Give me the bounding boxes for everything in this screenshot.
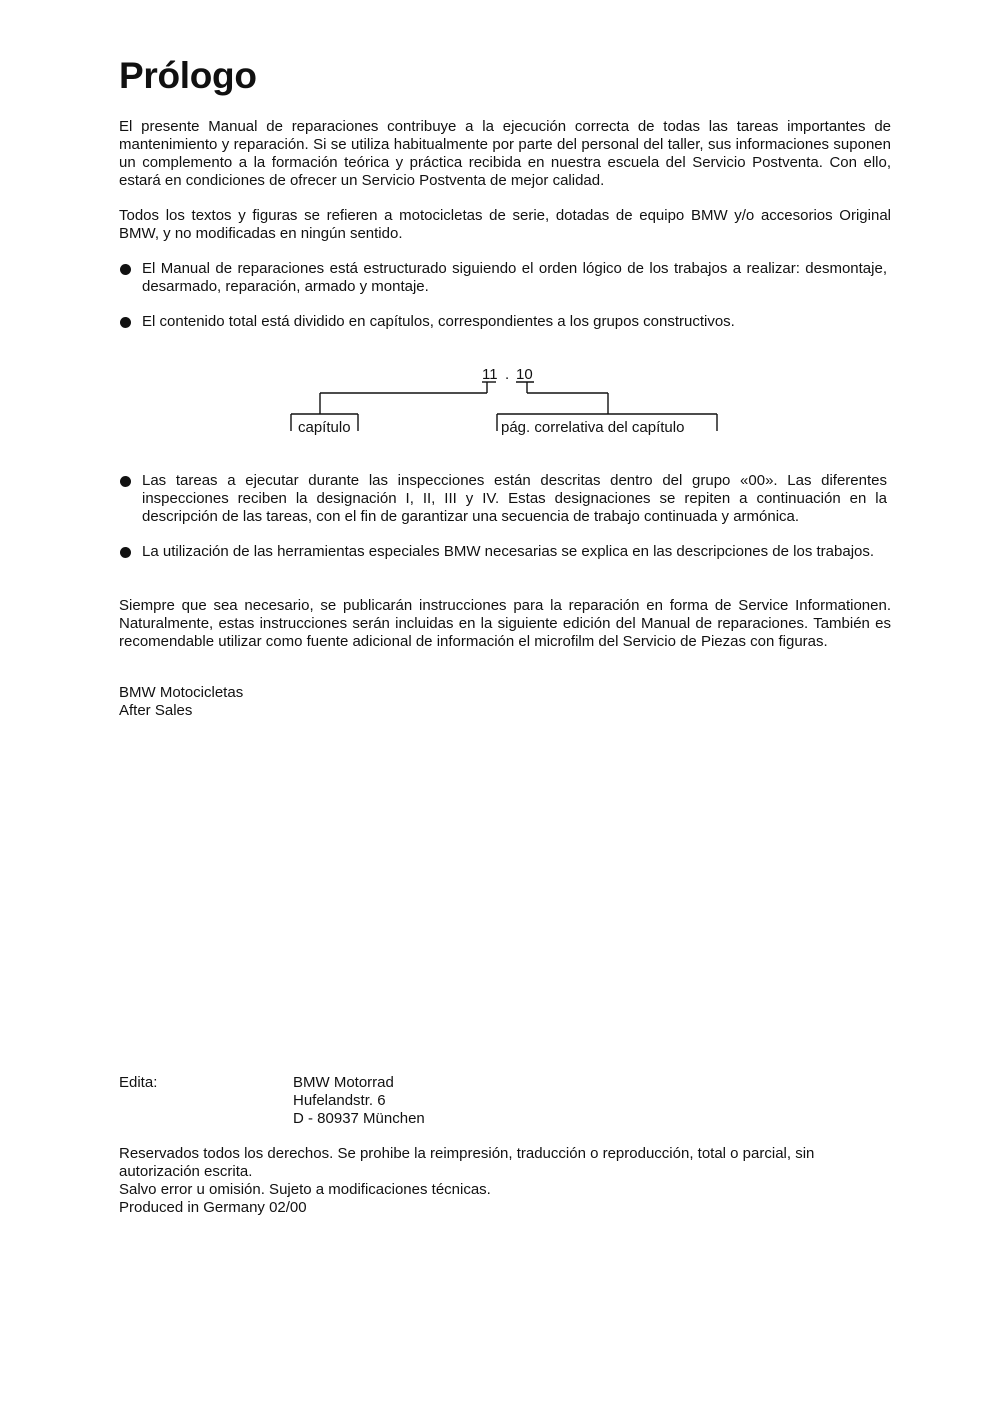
legal-footer <box>119 1145 891 1217</box>
intro-paragraph-1: El presente Manual de reparaciones contribuye a la ejecución correcta de todas las tareas importantes de mantenimiento y reparación. Si se utiliza habitualmente por parte del personal del taller, sus informaciones suponen un complemento a la formación teórica y práctica recibida en nuestra escuela del Servicio Postventa. Con ello, estará en condiciones de ofrecer un Servicio Postventa de mejor calidad. <box>119 118 891 189</box>
number-separator: . <box>505 366 510 383</box>
production-notice: Produced in Germany 02/00 <box>119 1199 307 1216</box>
signature-block <box>119 684 243 720</box>
intro-paragraph-2: Todos los textos y figuras se refieren a motocicletas de serie, dotadas de equipo BMW y/o accesorios Original BMW, y no modificadas en ningún sentido. <box>119 207 891 242</box>
publisher-city: D - 80937 München <box>293 1110 425 1127</box>
bullet-text: El contenido total está dividido en capítulos, correspondientes a los grupos constructivos. <box>142 313 735 330</box>
bullet-text: Las tareas a ejecutar durante las inspecciones están descritas dentro del grupo «00». Las diferentes inspecciones reciben la designación I, II, III y IV. Estas designaciones se repiten a continuación en la descripción de las tareas, con el fin de garantizar una secuencia de trabajo continuada y armónica. <box>142 472 887 525</box>
chapter-number: 11 <box>482 366 498 383</box>
bullet-icon <box>120 264 131 275</box>
publisher-label: Edita: <box>119 1074 158 1091</box>
rights-notice: Reservados todos los derechos. Se prohibe la reimpresión, traducción o reproducción, total o parcial, sin autorización escrita. <box>119 1145 815 1180</box>
page-number: 10 <box>516 366 533 383</box>
bullet-text: El Manual de reparaciones está estructurado siguiendo el orden lógico de los trabajos a realizar: desmontaje, desarmado, reparación, armado y montaje. <box>142 260 887 295</box>
chapter-label: capítulo <box>298 419 351 436</box>
bullet-icon <box>120 547 131 558</box>
errors-notice: Salvo error u omisión. Sujeto a modificaciones técnicas. <box>119 1181 491 1198</box>
publisher-street: Hufelandstr. 6 <box>293 1092 386 1109</box>
signature-company: BMW Motocicletas <box>119 684 244 701</box>
publisher-name: BMW Motorrad <box>293 1074 394 1091</box>
closing-paragraph: Siempre que sea necesario, se publicarán instrucciones para la reparación en forma de Service Informationen. Naturalmente, estas instrucciones serán incluidas en la siguiente edición del Manual de reparaciones. También es recomendable utilizar como fuente adicional de información el microfilm del Servicio de Piezas con figuras. <box>119 597 891 650</box>
page-label: pág. correlativa del capítulo <box>501 419 685 436</box>
signature-department: After Sales <box>119 702 193 719</box>
page-title: Prólogo <box>119 55 257 96</box>
bullet-icon <box>120 317 131 328</box>
bullet-text: La utilización de las herramientas especiales BMW necesarias se explica en las descripciones de los trabajos. <box>142 543 875 560</box>
bullet-icon <box>120 476 131 487</box>
publisher-address <box>293 1074 425 1128</box>
page-numbering-diagram <box>119 360 894 450</box>
